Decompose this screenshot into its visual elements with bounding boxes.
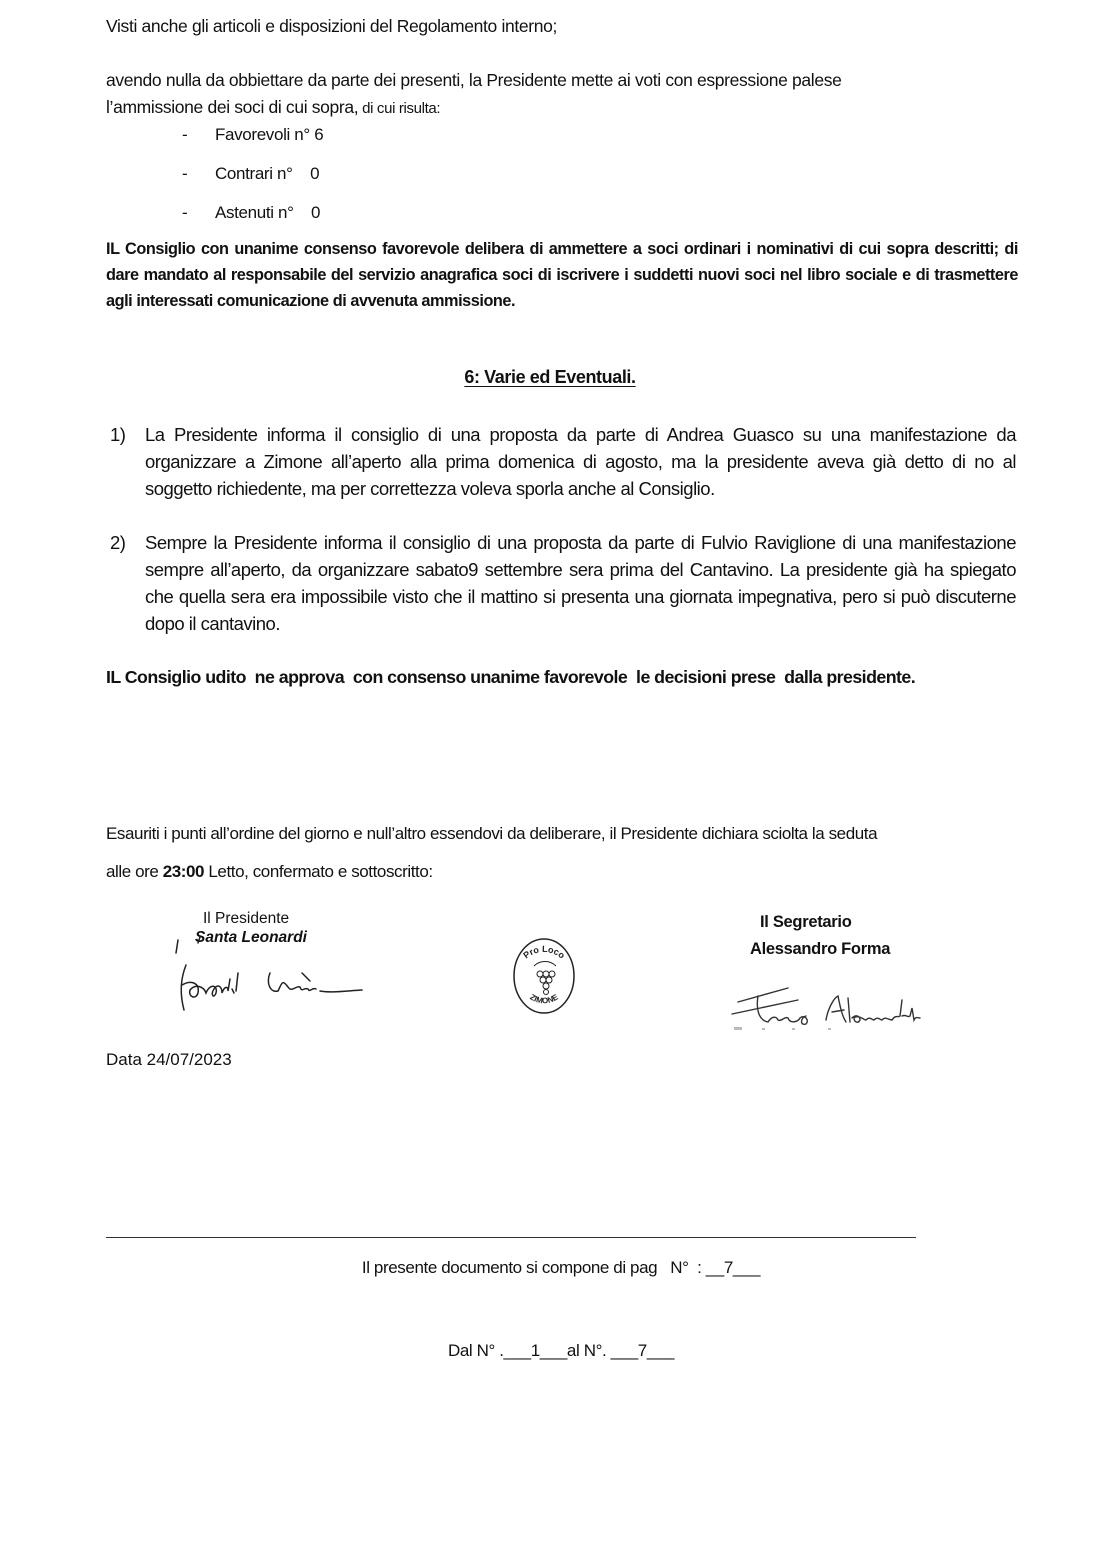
intro-line-3-main: l’ammissione dei soci di cui sopra, [106,97,359,117]
intro-line-1: Visti anche gli articoli e disposizioni del Regolamento interno; [106,16,558,36]
bullet-dash: - [182,203,188,222]
intro-line-3-small: di cui risulta: [358,100,441,117]
president-title: Il Presidente [203,910,290,927]
secretary-title: Il Segretario [760,913,852,931]
svg-text:ZIMONE: ZIMONE [528,992,560,1006]
document-date: Data 24/07/2023 [106,1050,232,1069]
president-signature-icon [170,935,370,1020]
vote-favorevoli: - Favorevoli n° 6 [182,121,323,148]
president-name: Santa Leonardi [195,929,307,946]
agenda-item-2 [110,529,1016,637]
intro-line-2: avendo nulla da obbiettare da parte dei presenti, la Presidente mette ai voti con espressione palese [106,70,842,90]
resolution-approval: IL Consiglio udito ne approva con consenso unanime favorevole le decisioni prese dalla presidente. [106,667,916,687]
item-number: 2) [110,532,126,553]
closing-time: 23:00 [162,862,205,881]
bullet-dash: - [182,164,188,183]
page-count-line: Il presente documento si compone di pag N° : __7___ [361,1258,761,1277]
closing-line-1: Esauriti i punti all’ordine del giorno e null’altro essendovi da deliberare, il Presidente dichiara sciolta la seduta [106,824,878,843]
bullet-dash: - [182,125,188,144]
agenda-item-1 [110,421,1016,502]
vote-astenuti: - Astenuti n° 0 [182,199,320,226]
intro-line-3 [106,94,440,122]
closing-line-2: alle ore 23:00 Letto, confermato e sottoscritto: [106,862,433,881]
resolution-admission: IL Consiglio con unanime consenso favorevole delibera di ammettere a soci ordinari i nominativi di cui sopra descritti; di dare mandato al responsabile del servizio anagrafica soci di iscrivere i suddetti nuovi soci nel libro sociale e di trasmettere agli interessati comunicazione di avvenuta ammissione. [106,240,1018,310]
pro-loco-stamp-icon [510,936,578,1016]
page-range-line: Dal N° .___1___al N°. ___7___ [448,1341,674,1360]
secretary-signature-icon [728,980,938,1035]
item-text: Sempre la Presidente informa il consiglio di una proposta da parte di Fulvio Raviglione di una manifestazione sempre all’aperto, da organizzare sabato9 settembre sera prima del Cantavino. La presidente già ha spiegato che quella sera era impossibile visto che il mattino si presenta una giornata impegnativa, pero si può discuterne dopo il cantavino. [145,532,1016,634]
vote-contrari: - Contrari n° 0 [182,160,319,187]
secretary-name: Alessandro Forma [750,940,891,958]
svg-text:Pro Loco: Pro Loco [521,943,567,961]
section-heading: 6: Varie ed Eventuali. [464,367,636,387]
item-number: 1) [110,424,126,445]
item-text: La Presidente informa il consiglio di una proposta da parte di Andrea Guasco su una manifestazione da organizzare a Zimone all’aperto alla prima domenica di agosto, ma la presidente aveva già detto di no al soggetto richiedente, ma per correttezza voleva sporla anche al Consiglio. [145,424,1016,499]
footer-divider [106,1237,916,1238]
